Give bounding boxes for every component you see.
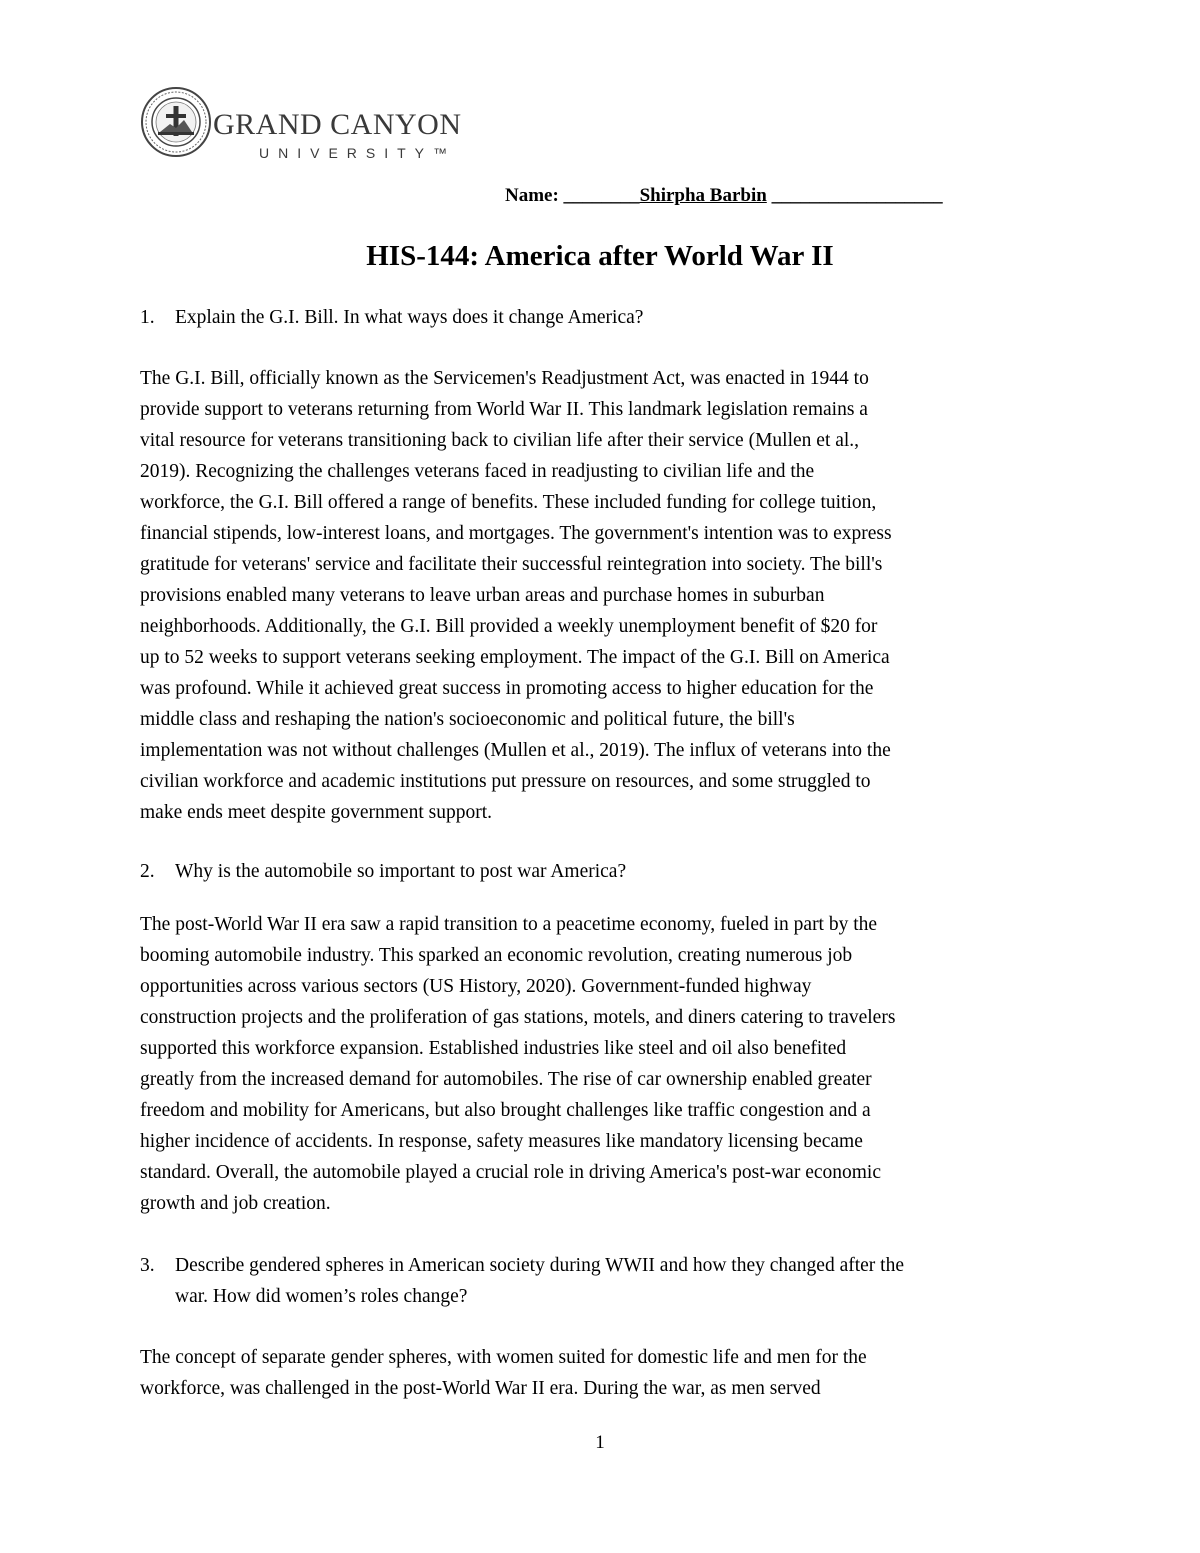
answer-line: The post-World War II era saw a rapid transition to a peacetime economy, fueled in part by the (140, 914, 878, 935)
answer-3 (140, 1342, 867, 1404)
student-name: Shirpha Barbin (639, 185, 767, 206)
name-label: Name: ________ (505, 185, 640, 206)
logo-subtitle: UNIVERSITY™ (259, 145, 457, 161)
answer-2 (140, 909, 895, 1219)
question-number: 2. (140, 861, 155, 882)
question-text (175, 1250, 904, 1312)
answer-line: financial stipends, low-interest loans, and mortgages. The government's intention was to express (140, 523, 892, 544)
page-number: 1 (595, 1432, 605, 1453)
name-trailer: __________________ (766, 185, 943, 206)
question-text (175, 302, 643, 333)
answer-line: opportunities across various sectors (US History, 2020). Government-funded highway (140, 976, 812, 997)
answer-line: provisions enabled many veterans to leave urban areas and purchase homes in suburban (140, 585, 825, 606)
question-text (175, 856, 626, 887)
answer-line: neighborhoods. Additionally, the G.I. Bill provided a weekly unemployment benefit of $20 for (140, 616, 878, 637)
question-line: Describe gendered spheres in American society during WWII and how they changed after the (175, 1255, 904, 1276)
answer-line: construction projects and the proliferation of gas stations, motels, and diners catering to travelers (140, 1007, 896, 1028)
answer-line: greatly from the increased demand for automobiles. The rise of car ownership enabled greater (140, 1069, 872, 1090)
answer-line: civilian workforce and academic institutions put pressure on resources, and some struggled to (140, 771, 871, 792)
answer-line: growth and job creation. (140, 1193, 331, 1214)
answer-line: The G.I. Bill, officially known as the Servicemen's Readjustment Act, was enacted in 1944 to (140, 368, 869, 389)
answer-line: was profound. While it achieved great success in promoting access to higher education for the (140, 678, 874, 699)
university-logo (140, 86, 460, 166)
answer-line: workforce, the G.I. Bill offered a range of benefits. These included funding for college tuition, (140, 492, 877, 513)
answer-line: 2019). Recognizing the challenges veterans faced in readjusting to civilian life and the (140, 461, 815, 482)
answer-line: provide support to veterans returning from World War II. This landmark legislation remains a (140, 399, 868, 420)
answer-line: make ends meet despite government support. (140, 802, 492, 823)
question-line: Why is the automobile so important to post war America? (175, 861, 627, 882)
answer-line: middle class and reshaping the nation's socioeconomic and political future, the bill's (140, 709, 795, 730)
question-number: 1. (140, 307, 155, 328)
page-title: HIS-144: America after World War II (366, 240, 834, 272)
answer-line: workforce, was challenged in the post-World War II era. During the war, as men served (140, 1378, 821, 1399)
answer-line: freedom and mobility for Americans, but also brought challenges like traffic congestion and a (140, 1100, 871, 1121)
answer-line: booming automobile industry. This sparked an economic revolution, creating numerous job (140, 945, 853, 966)
logo-wordmark: GRAND CANYON (213, 108, 462, 141)
question-line: war. How did women’s roles change? (175, 1286, 468, 1307)
student-name-line (505, 185, 943, 207)
answer-line: supported this workforce expansion. Established industries like steel and oil also benefited (140, 1038, 847, 1059)
answer-line: higher incidence of accidents. In response, safety measures like mandatory licensing became (140, 1131, 863, 1152)
answer-line: The concept of separate gender spheres, with women suited for domestic life and men for the (140, 1347, 867, 1368)
question-line: Explain the G.I. Bill. In what ways does it change America? (175, 307, 644, 328)
answer-line: standard. Overall, the automobile played a crucial role in driving America's post-war economic (140, 1162, 882, 1183)
question-number: 3. (140, 1255, 155, 1276)
university-seal-icon (140, 86, 212, 158)
answer-line: up to 52 weeks to support veterans seeking employment. The impact of the G.I. Bill on America (140, 647, 890, 668)
answer-line: implementation was not without challenges (Mullen et al., 2019). The influx of veterans into the (140, 740, 891, 761)
answer-1 (140, 363, 892, 828)
answer-line: gratitude for veterans' service and facilitate their successful reintegration into society. The bill's (140, 554, 883, 575)
answer-line: vital resource for veterans transitioning back to civilian life after their service (Mullen et al., (140, 430, 860, 451)
